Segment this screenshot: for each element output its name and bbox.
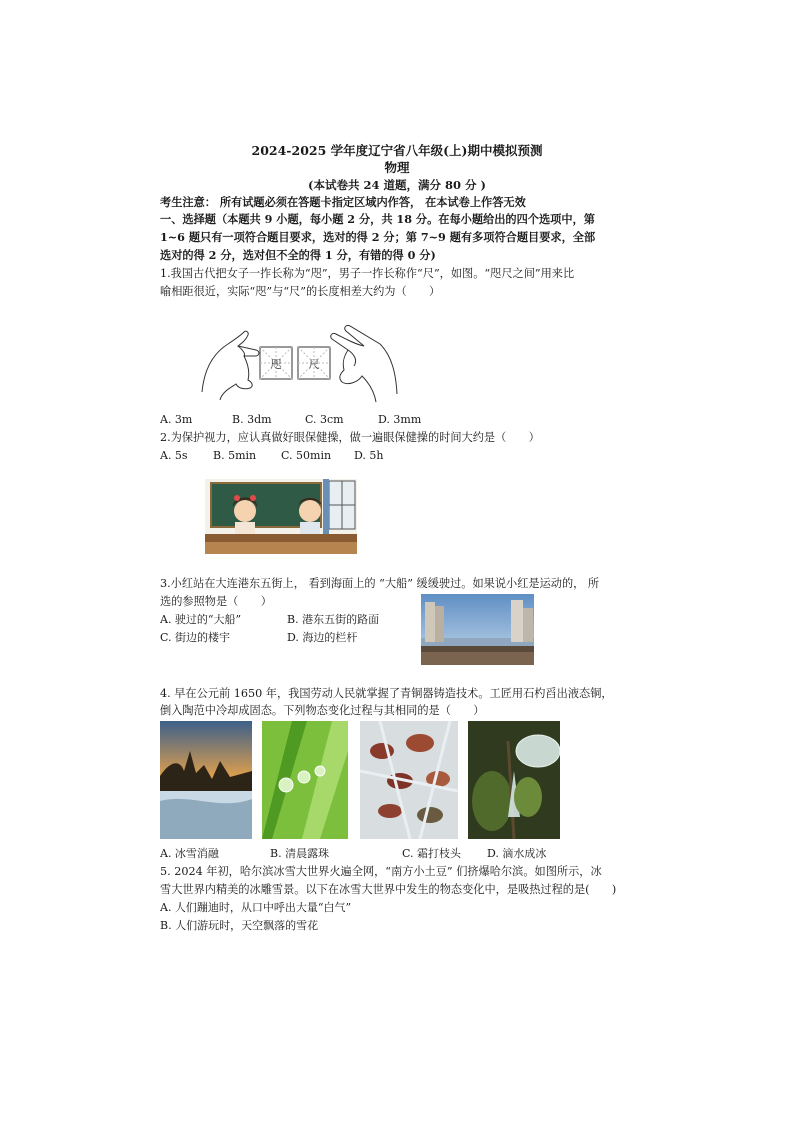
exam-title: 2024-2025 学年度辽宁省八年级(上)期中模拟预测 [251, 143, 543, 158]
q4-option-d: D. 滴水成冰 [487, 847, 547, 860]
hands-measuring-illustration [198, 316, 403, 408]
melting-snow-photo [160, 721, 252, 839]
q1-stem-line1: 1.我国古代把女子一拃长称为“咫”，男子一拃长称作“尺”，如图。“咫尺之间”用来比 [160, 267, 575, 280]
dalian-harbor-photo [421, 594, 534, 665]
q5-option-a: A. 人们蹦迪时，从口中呼出大量“白气” [160, 901, 352, 914]
q4-option-a: A. 冰雪消融 [160, 847, 219, 860]
q2-option-d: D. 5h [354, 449, 384, 462]
q4-option-c: C. 霜打枝头 [402, 847, 462, 860]
q4-option-b: B. 清晨露珠 [270, 847, 330, 860]
q1-option-c: C. 3cm [305, 413, 344, 426]
chi-character-box [298, 347, 330, 379]
section1-line3: 选对的得 2 分，选对但不全的得 1 分，有错的得 0 分) [160, 248, 436, 262]
q3-option-d: D. 海边的栏杆 [287, 631, 358, 644]
q1-stem-line2: 喻相距很近，实际“咫”与“尺”的长度相差大约为（ ） [160, 285, 441, 298]
zhi-character-box [260, 347, 292, 379]
q5-stem-line1: 5. 2024 年初，哈尔滨冰雪大世界火遍全网，“南方小土豆” 们挤爆哈尔滨。如图所示，冰 [160, 865, 602, 878]
q2-option-b: B. 5min [213, 449, 257, 462]
q1-option-d: D. 3mm [378, 413, 422, 426]
candidate-notice: 考生注意： 所有试题必须在答题卡指定区域内作答， 在本试卷上作答无效 [160, 195, 526, 209]
q3-stem-line2: 选的参照物是（ ） [160, 595, 272, 608]
q4-stem-line1: 4. 早在公元前 1650 年，我国劳动人民就掌握了青铜器铸造技术。工匠用石杓舀出液态铜， [160, 687, 613, 700]
q3-option-a: A. 驶过的“大船” [160, 613, 242, 626]
q1-option-b: B. 3dm [232, 413, 272, 426]
q5-option-b: B. 人们游玩时，天空飘落的雪花 [160, 919, 319, 932]
frost-branch-photo [360, 721, 458, 839]
q3-option-b: B. 港东五街的路面 [287, 613, 380, 626]
exam-note: (本试卷共 24 道题，满分 80 分 ) [308, 178, 486, 192]
section1-line2: 1~6 题只有一项符合题目要求，选对的得 2 分；第 7~9 题有多项符合题目要求，全部 [160, 230, 596, 244]
q2-option-a: A. 5s [160, 449, 188, 462]
q5-stem-line2: 雪大世界内精美的冰雕雪景。以下在冰雪大世界中发生的物态变化中，是吸热过程的是( ) [160, 883, 617, 896]
q4-stem-line2: 倒入陶范中冷却成固态。下列物态变化过程与其相同的是（ ） [160, 704, 485, 717]
q3-option-c: C. 街边的楼宇 [160, 631, 231, 644]
section1-line1: 一、选择题（本题共 9 小题，每小题 2 分，共 18 分。在每小题给出的四个选项中，第 [160, 212, 595, 226]
morning-dew-photo [262, 721, 348, 839]
zhi-character: 咫 [270, 358, 282, 371]
chi-character: 尺 [308, 358, 320, 371]
q2-stem: 2.为保护视力，应认真做好眼保健操，做一遍眼保健操的时间大约是（ ） [160, 431, 540, 444]
icicle-photo [468, 721, 560, 839]
q2-option-c: C. 50min [281, 449, 332, 462]
q3-stem-line1: 3.小红站在大连港东五街上， 看到海面上的 “大船” 缓缓驶过。如果说小红是运动的， 所 [160, 577, 600, 590]
q1-option-a: A. 3m [160, 413, 193, 426]
subject-title: 物理 [384, 160, 410, 175]
eye-exercise-classroom-illustration [205, 479, 357, 554]
